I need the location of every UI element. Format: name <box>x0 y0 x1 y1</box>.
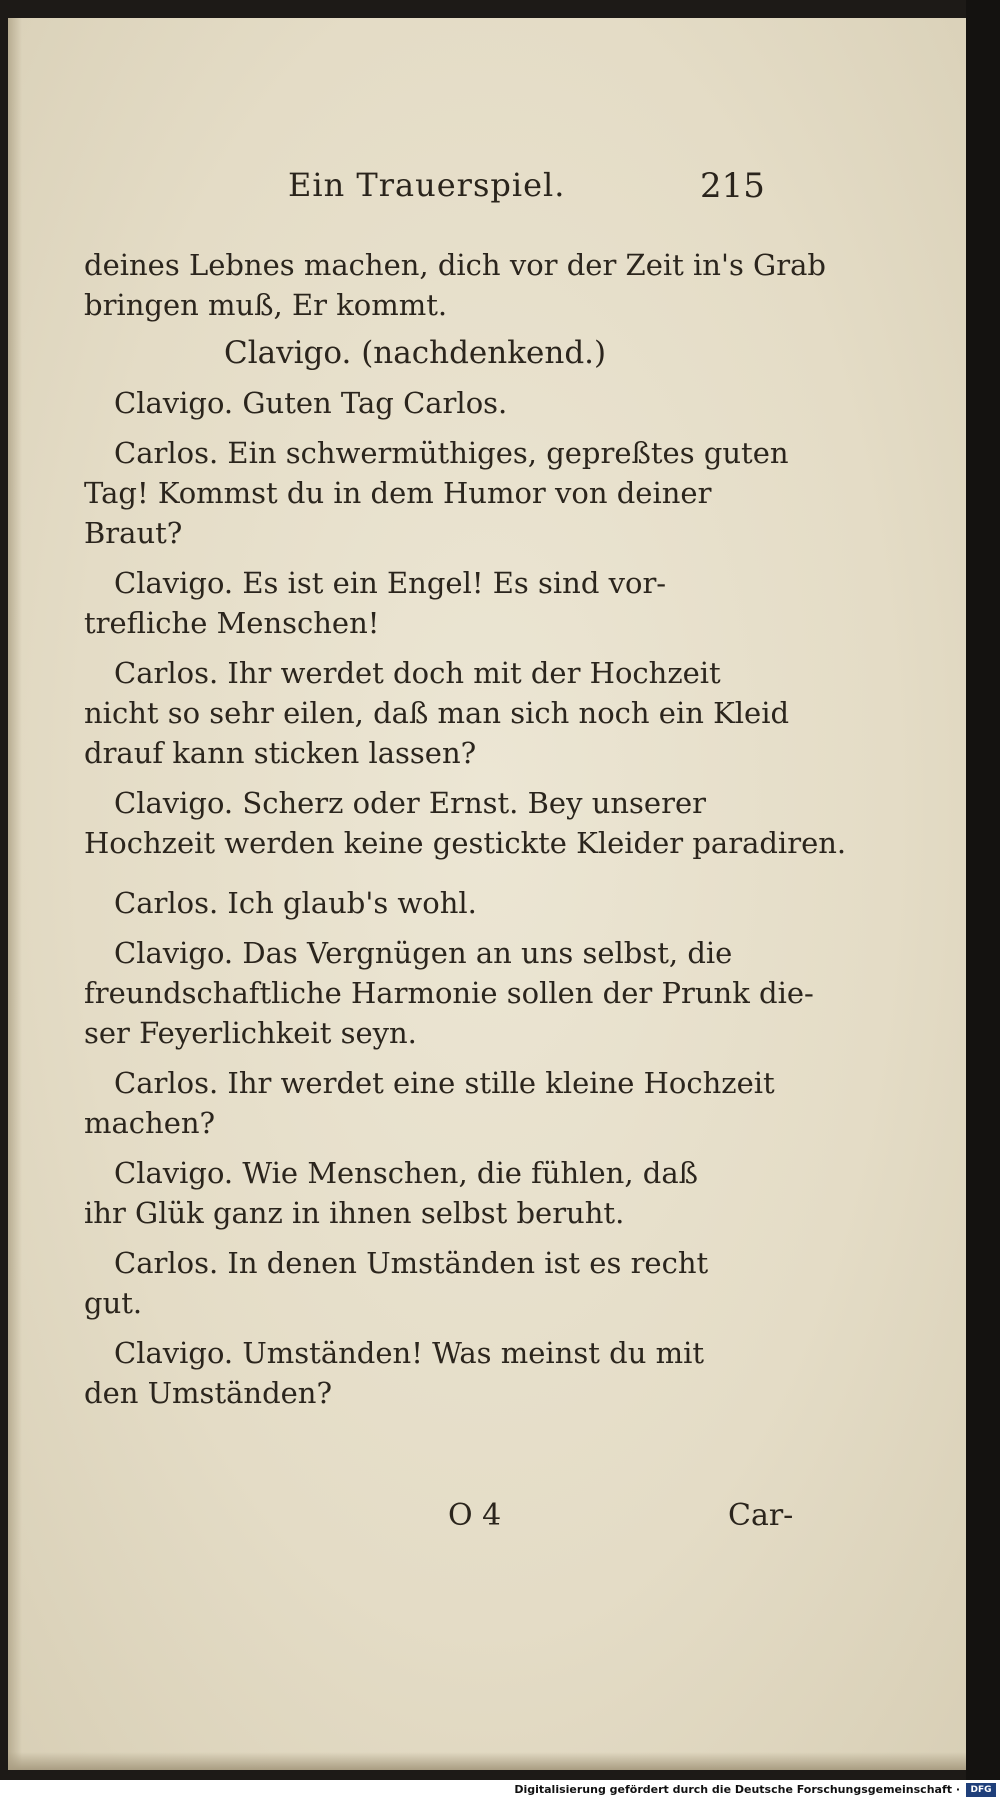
dfg-logo: DFG <box>966 1783 996 1797</box>
text-line: Tag! Kommst du in dem Humor von deiner <box>84 476 712 510</box>
page-number: 215 <box>700 166 765 206</box>
book-spine <box>966 0 1000 1780</box>
signature-mark: O 4 <box>448 1498 502 1533</box>
speech-line: Clavigo. Wie Menschen, die fühlen, daß <box>114 1156 699 1190</box>
page-shadow-left <box>8 18 22 1770</box>
text-line: ihr Glük ganz in ihnen selbst beruht. <box>84 1196 625 1230</box>
running-head <box>8 166 966 216</box>
text-line: den Umständen? <box>84 1376 333 1410</box>
speech-line: Clavigo. Scherz oder Ernst. Bey unserer <box>114 786 706 820</box>
digitization-footer <box>0 1780 1000 1802</box>
speech-line: Clavigo. Das Vergnügen an uns selbst, die <box>114 936 733 970</box>
speech-line: Carlos. Ihr werdet doch mit der Hochzeit <box>114 656 721 690</box>
text-line: gut. <box>84 1286 143 1320</box>
speech-line: Clavigo. Es ist ein Engel! Es sind vor- <box>114 566 667 600</box>
speech-line: Carlos. Ich glaub's wohl. <box>114 886 477 920</box>
funding-credit: Digitalisierung gefördert durch die Deutsche Forschungsgemeinschaft · <box>514 1783 960 1796</box>
speech-line: Clavigo. Umständen! Was meinst du mit <box>114 1336 705 1370</box>
text-line: freundschaftliche Harmonie sollen der Prunk die- <box>84 976 814 1010</box>
running-title: Ein Trauerspiel. <box>288 166 566 204</box>
speech-line: Clavigo. Guten Tag Carlos. <box>114 386 508 420</box>
speech-line: Carlos. Ihr werdet eine stille kleine Hochzeit <box>114 1066 775 1100</box>
speech-line: Carlos. In denen Umständen ist es recht <box>114 1246 709 1280</box>
text-line: machen? <box>84 1106 216 1140</box>
page-shadow-bottom <box>8 1752 966 1770</box>
text-line: trefliche Menschen! <box>84 606 380 640</box>
text-line: bringen muß, Er kommt. <box>84 288 448 322</box>
text-line: nicht so sehr eilen, daß man sich noch ein Kleid <box>84 696 790 730</box>
stage-direction: Clavigo. (nachdenkend.) <box>224 335 607 371</box>
text-line: deines Lebnes machen, dich vor der Zeit in's Grab <box>84 248 826 282</box>
text-line: ser Feyerlichkeit seyn. <box>84 1016 417 1050</box>
speech-line: Carlos. Ein schwermüthiges, gepreßtes guten <box>114 436 789 470</box>
book-page <box>8 18 966 1770</box>
text-line: drauf kann sticken lassen? <box>84 736 477 770</box>
text-line: Braut? <box>84 516 183 550</box>
text-line: Hochzeit werden keine gestickte Kleider paradiren. <box>84 826 847 860</box>
catchword: Car- <box>728 1498 794 1533</box>
